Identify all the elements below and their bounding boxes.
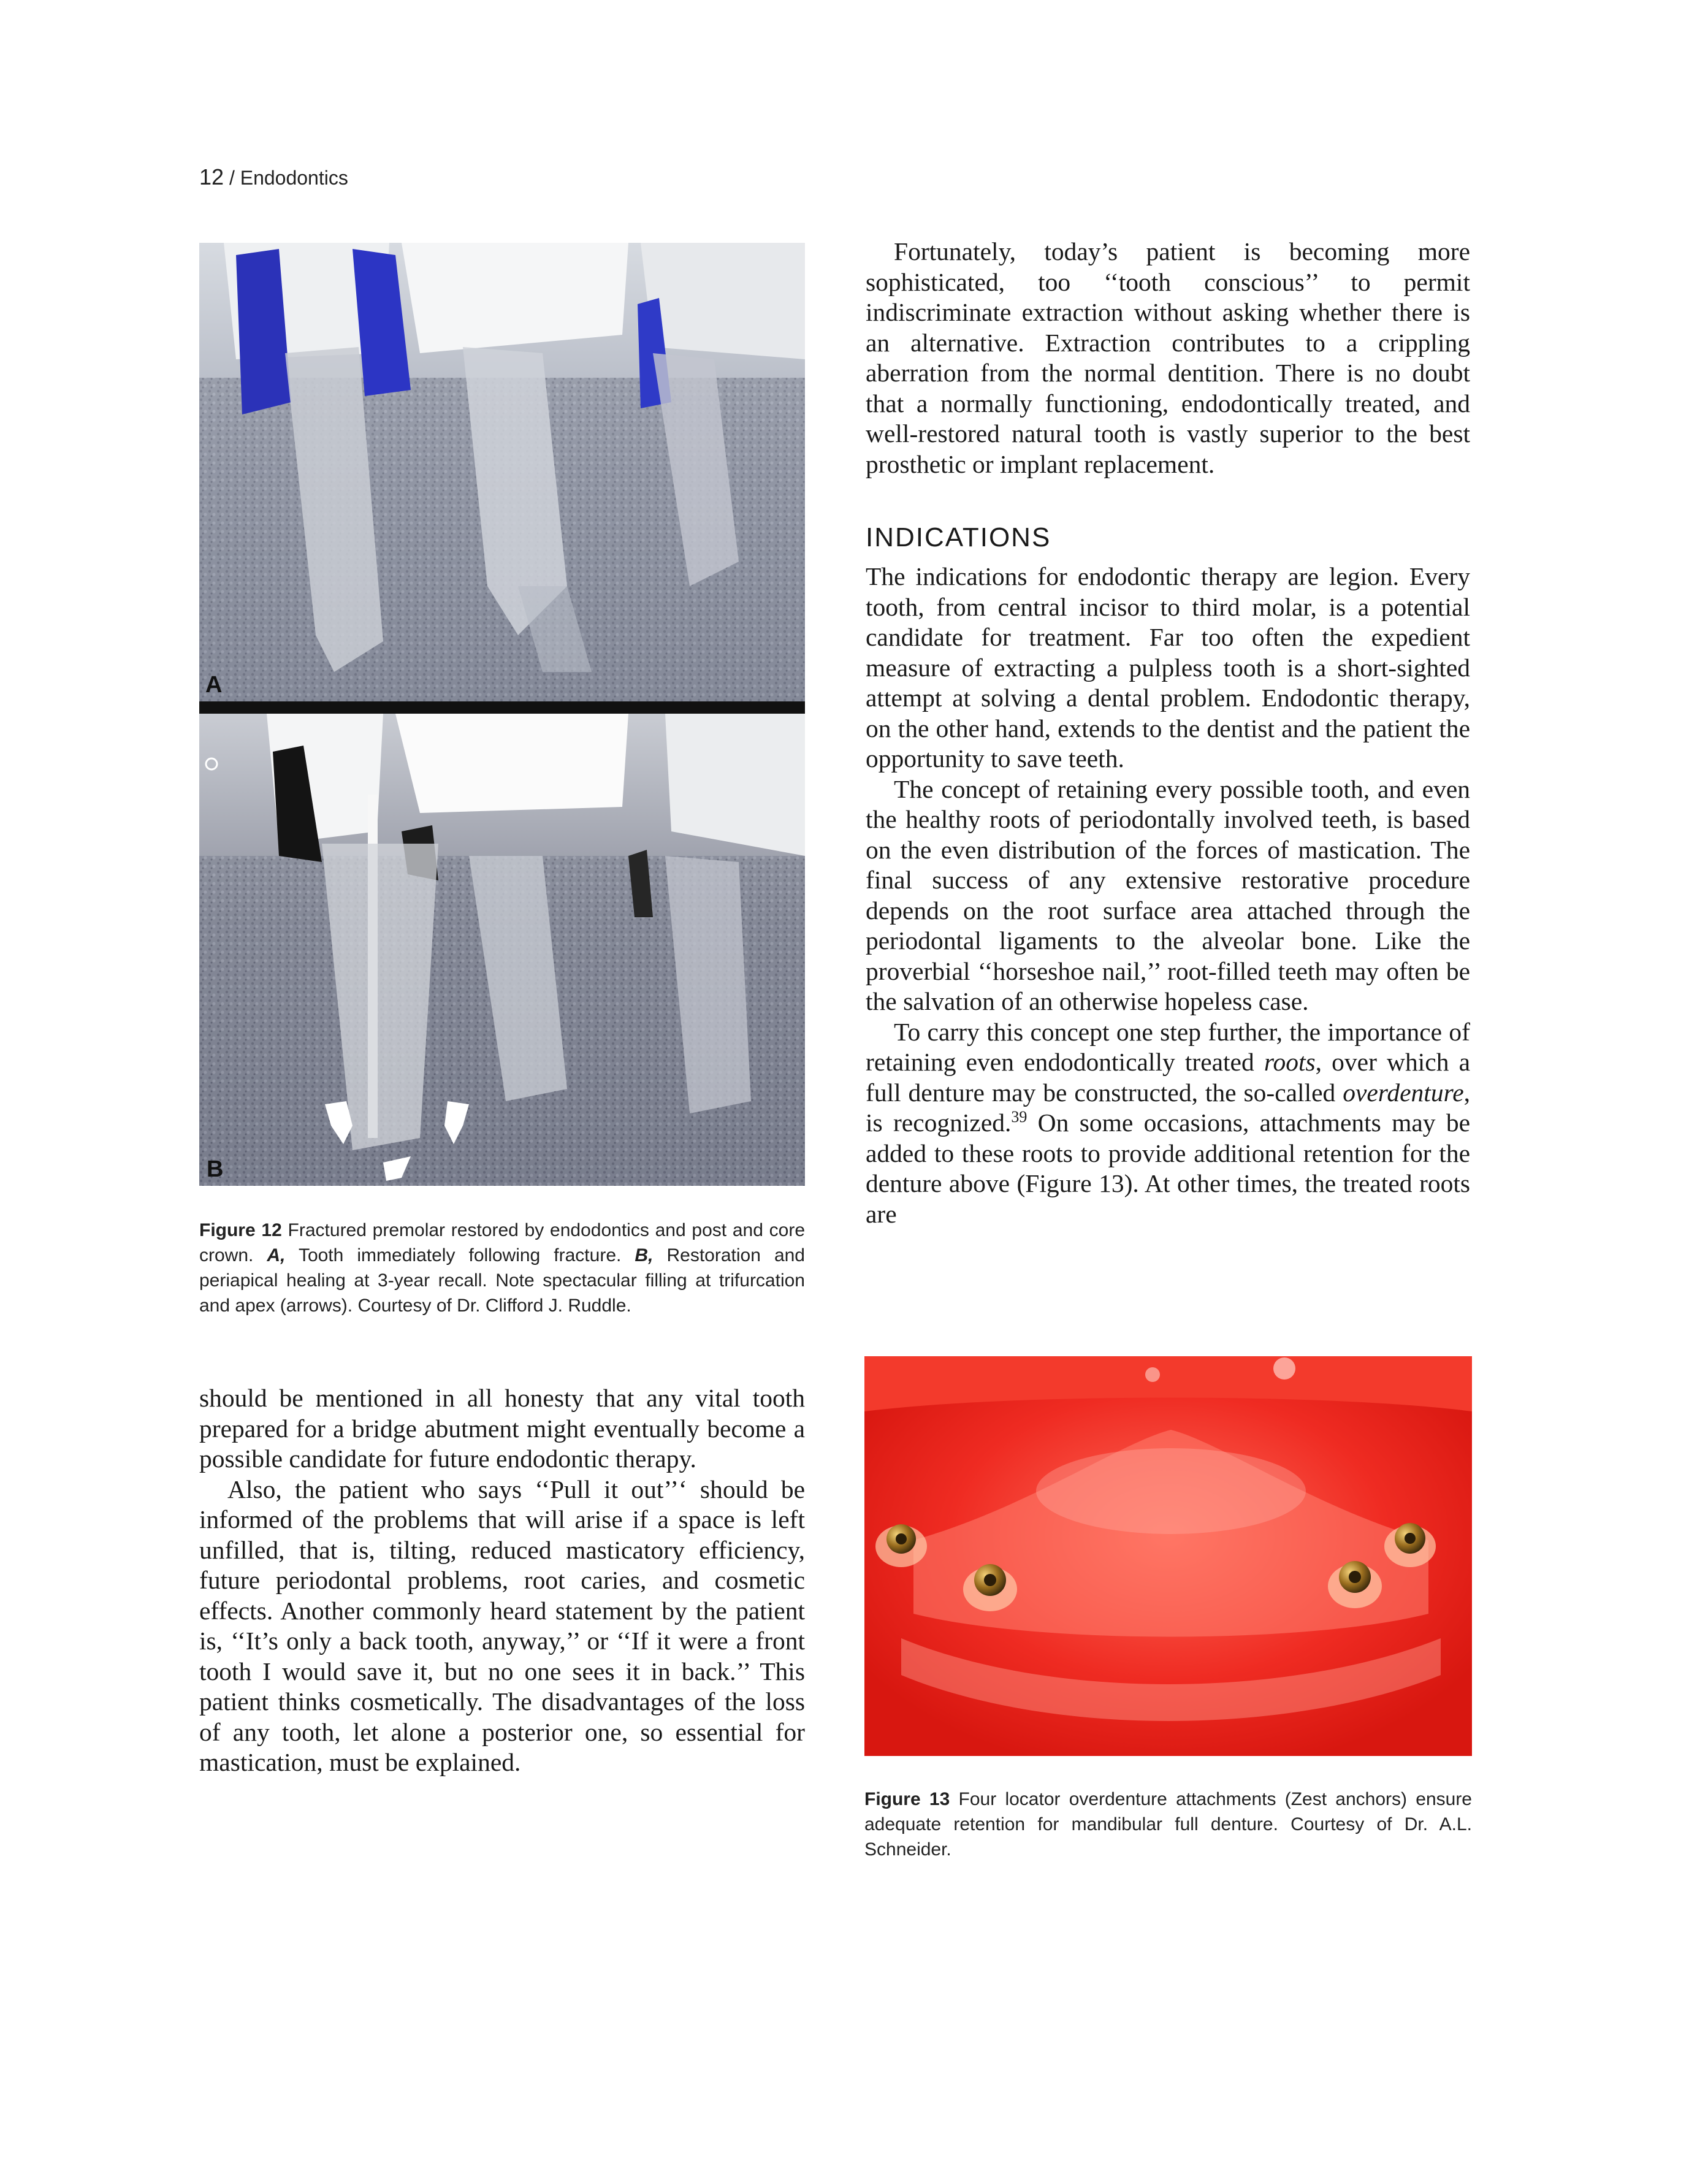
book-title: Endodontics <box>240 167 348 189</box>
left-column <box>199 1383 805 1778</box>
running-head <box>199 164 348 189</box>
left-paragraph-2 <box>199 1475 805 1778</box>
paragraph-3-overdenture: overdenture <box>1343 1078 1464 1107</box>
indications-paragraph-3 <box>866 1017 1470 1230</box>
figure-12-image <box>199 243 805 1186</box>
paragraph-3-part-b: , over which a full denture may be constructed, the so-called <box>866 1048 1470 1107</box>
left-paragraph-1: should be mentioned in all honesty that any vital tooth prepared for a bridge abutment might eventually become a possible candidate for future endodontic therapy. <box>199 1384 805 1473</box>
figure-12-label: Figure 12 <box>199 1220 282 1240</box>
running-head-separator: / <box>229 167 235 189</box>
radiograph-illustration <box>199 243 805 1186</box>
right-column-body <box>866 562 1470 1229</box>
paragraph-3-roots: roots <box>1264 1048 1316 1076</box>
panel-a-label: A <box>205 672 223 698</box>
paragraph-3-part-c: , is recognized. <box>866 1078 1470 1137</box>
figure-13-caption <box>864 1787 1472 1862</box>
section-heading-indications: INDICATIONS <box>866 522 1051 552</box>
indications-paragraph-2-text: The concept of retaining every possible tooth, and even the healthy roots of periodontally involved teeth, is based on the even distribution of the forces of mastication. The final success of any extensive restorative procedure depends on the root surface area attached through the periodontal ligaments to the alveolar bone. Like the proverbial ‘‘horseshoe nail,’’ root-filled teeth may often be the salvation of an otherwise hopeless case. <box>866 774 1470 1015</box>
figure-12-caption-part-3: Restoration and periapical healing at 3-year recall. Note spectacular filling at trifurcation and apex (arrows). Courtesy of Dr. Clifford J. Ruddle. <box>199 1245 805 1316</box>
figure-13-image <box>864 1356 1472 1756</box>
overdenture-photo-illustration <box>864 1356 1472 1756</box>
page-number: 12 <box>199 164 224 189</box>
figure-12-caption <box>199 1218 805 1318</box>
intro-paragraph-text: Fortunately, today’s patient is becoming more sophisticated, too ‘‘tooth conscious’’ to permit indiscriminate extraction without asking whether there is an alternative. Extraction contributes to a crippling aberration from the normal dentition. There is no doubt that a normally functioning, endodontically treated, and well-restored natural tooth is vastly superior to the best prosthetic or implant replacement. <box>866 237 1470 478</box>
figure-12-caption-a: A, <box>267 1245 286 1265</box>
right-column-intro <box>866 237 1470 479</box>
intro-paragraph <box>866 237 1470 479</box>
figure-13-caption-text: Four locator overdenture attachments (Zest anchors) ensure adequate retention for mandibular full denture. Courtesy of Dr. A.L. Schneider. <box>864 1789 1472 1860</box>
figure-12-caption-b: B, <box>635 1245 654 1265</box>
indications-paragraph-2 <box>866 774 1470 1017</box>
paragraph-3-part-a: To carry this concept one step further, the importance of retaining even endodontically treated <box>866 1017 1470 1076</box>
indications-paragraph-1: The indications for endodontic therapy are legion. Every tooth, from central incisor to third molar, is a potential candidate for treatment. Far too often the expedient measure of extracting a pulpless tooth is a short-sighted attempt at solving a dental problem. Endodontic therapy, on the other hand, extends to the dentist and the patient the opportunity to save teeth. <box>866 562 1470 773</box>
left-paragraph-2-text: Also, the patient who says ‘‘Pull it out’’‘ should be informed of the problems that will arise if a space is left unfilled, that is, tilting, reduced masticatory efficiency, future periodontal problems, root caries, and cosmetic effects. Another commonly heard statement by the patient is, ‘‘It’s only a back tooth, anyway,’’ or ‘‘If it were a front tooth I would save it, but no one sees it in back.’’ This patient thinks cosmetically. The disadvantages of the loss of any tooth, let alone a posterior one, so essential for mastication, must be explained. <box>199 1475 805 1776</box>
panel-b-label: B <box>207 1156 224 1182</box>
figure-13-label: Figure 13 <box>864 1789 950 1809</box>
paragraph-3-part-d: On some occasions, attachments may be added to these roots to provide additional retention for the denture above (Figure 13). At other times, the treated roots are <box>866 1109 1470 1228</box>
figure-12-caption-part-1: Fractured premolar restored by endodontics and post and core crown. <box>199 1220 806 1265</box>
figure-12-caption-part-2: Tooth immediately following fracture. <box>285 1245 635 1265</box>
reference-39: 39 <box>1011 1108 1027 1126</box>
